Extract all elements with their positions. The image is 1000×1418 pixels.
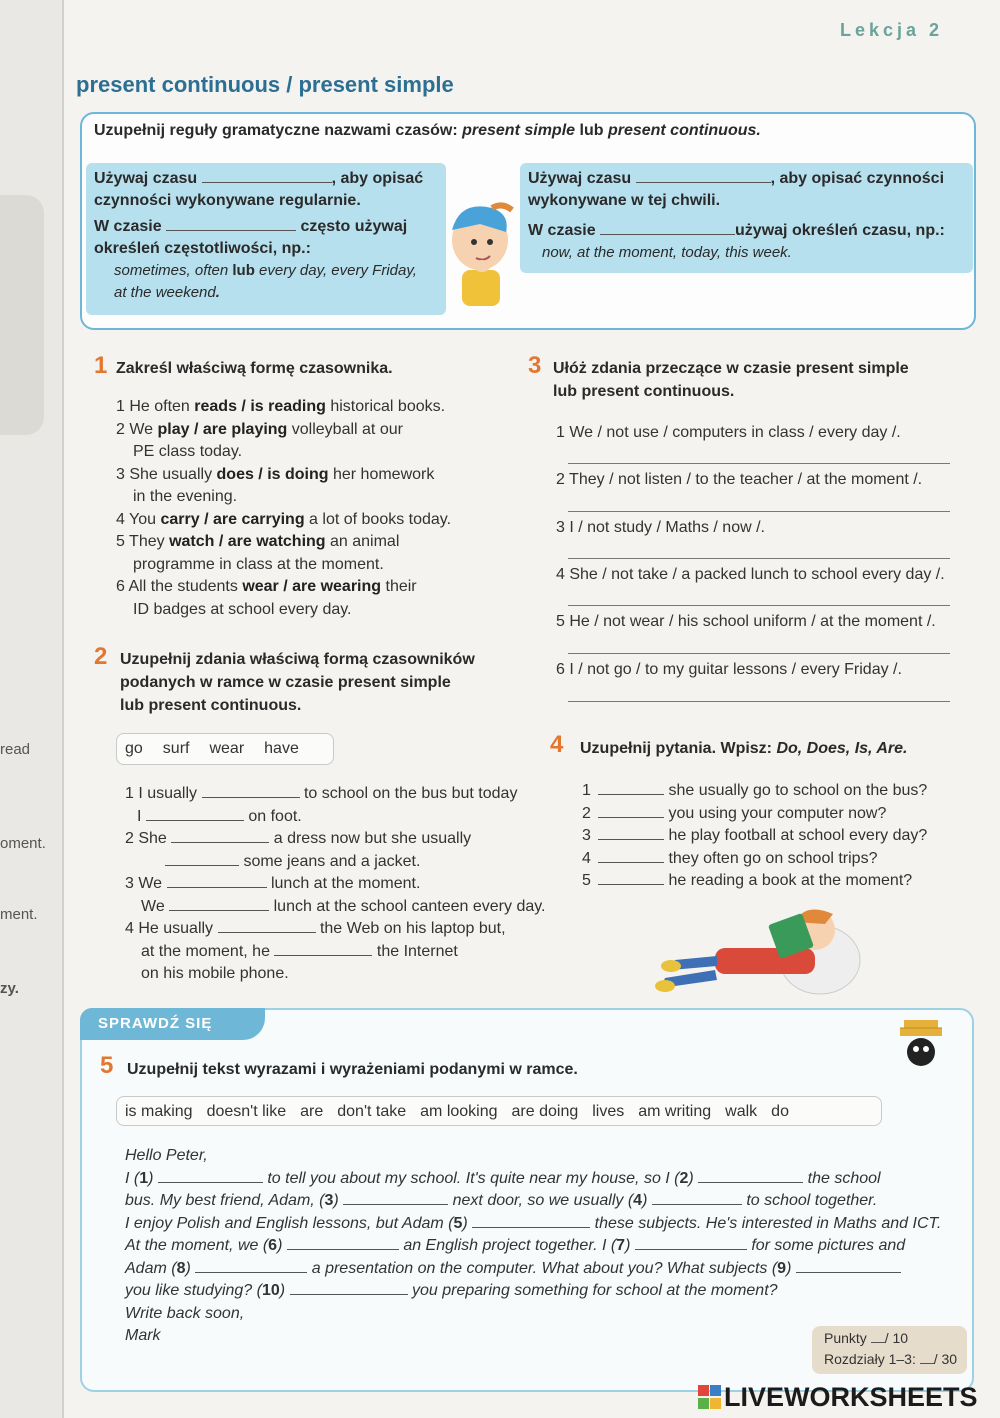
- ex5-word-box: is making doesn't like are don't take am looking are doing lives am writing walk do: [116, 1096, 882, 1126]
- ex2-blank[interactable]: [165, 851, 239, 866]
- ex5-letter: Hello Peter, I (1) to tell you about my school. It's quite near my house, so I (2) the school bus. My best friend, Adam, (3) next door, so we usually (4) to school together. I enjoy Polish and English lessons, but Adam (5) these subjects. He's interested in Maths and ICT. At the moment, we (6) an English project together. I (7) for some pictures and Adam (8) a presentation on the computer. What about you? What subjects (9) you like studying? (10) you preparing something for school at the moment? Write back soon, Mark: [125, 1147, 942, 1344]
- ex5-blank[interactable]: [287, 1235, 399, 1250]
- ex5-blank[interactable]: [635, 1235, 747, 1250]
- brick-wall-mascot-icon: [898, 1018, 944, 1070]
- score-blank[interactable]: [920, 1351, 934, 1364]
- ex3-item: 6 I / not go / to my guitar lessons / every Friday /.: [556, 661, 902, 678]
- side-fragment: ment.: [0, 906, 38, 923]
- ex2-blank[interactable]: [171, 828, 269, 843]
- ex3-item: 2 They / not listen / to the teacher / at the moment /.: [556, 471, 923, 488]
- ex3-answer-line[interactable]: [568, 604, 950, 606]
- ex2-blank[interactable]: [202, 783, 300, 798]
- side-fragment: zy.: [0, 980, 19, 997]
- ex5-blank[interactable]: [472, 1213, 590, 1228]
- ex3-item: 5 He / not wear / his school uniform / at the moment /.: [556, 613, 936, 630]
- ex2-blank[interactable]: [167, 873, 267, 888]
- exercise-number: 2: [94, 643, 108, 670]
- ex2-blank[interactable]: [274, 941, 372, 956]
- ex3-answer-line[interactable]: [568, 510, 950, 512]
- ex1-item[interactable]: 5 They watch / are watching an animal: [116, 533, 400, 550]
- thinking-boy-illustration: [440, 200, 520, 310]
- ex4-blank[interactable]: [598, 870, 664, 885]
- exercise-number: 4: [550, 731, 564, 758]
- ex1-item-cont: PE class today.: [133, 443, 243, 460]
- grammar-intro: Uzupełnij reguły gramatyczne nazwami czasów: present simple lub present continuous.: [94, 122, 761, 139]
- ex2-blank[interactable]: [146, 806, 244, 821]
- ex3-item: 3 I / not study / Maths / now /.: [556, 519, 765, 536]
- ex1-item-cont: programme in class at the moment.: [133, 555, 384, 573]
- exercise-number: 5: [100, 1052, 114, 1079]
- grammar-blank[interactable]: [166, 216, 296, 231]
- grammar-blank[interactable]: [600, 220, 735, 235]
- ex5-blank[interactable]: [652, 1190, 742, 1205]
- score-blank[interactable]: [871, 1330, 885, 1343]
- ex4-blank[interactable]: [598, 780, 664, 795]
- ex1-item[interactable]: 2 We play / are playing volleyball at our: [116, 420, 403, 438]
- check-yourself-label: SPRAWDŹ SIĘ: [98, 1015, 213, 1032]
- exercise-2-heading: Uzupełnij zdania właściwą formą czasowników podanych w ramce w czasie present simple lub present continuous.: [120, 651, 475, 714]
- ex3-answer-line[interactable]: [568, 652, 950, 654]
- side-fragment: read: [0, 741, 31, 758]
- ex5-blank[interactable]: [158, 1168, 263, 1183]
- ex5-blank[interactable]: [343, 1190, 448, 1205]
- exercise-number: 1: [94, 352, 108, 379]
- exercise-5-heading: Uzupełnij tekst wyrazami i wyrażeniami podanymi w ramce.: [127, 1061, 578, 1078]
- exercise-1-list: [116, 396, 516, 621]
- ex1-item[interactable]: 3 She usually does / is doing her homework: [116, 465, 435, 483]
- grammar-right-text: Używaj czasu , aby opisać czynności wykonywane w tej chwili. W czasie używaj określeń czasu, np.: now, at the moment, today, this week.: [528, 170, 945, 261]
- ex4-blank[interactable]: [598, 848, 664, 863]
- ex1-item[interactable]: 6 All the students wear / are wearing their: [116, 578, 417, 595]
- ex4-blank[interactable]: [598, 825, 664, 840]
- exercise-2-lines: 1 I usually to school on the bus but today I on foot. 2 She a dress now but she usually some jeans and a jacket. 3 We lunch at the moment. We lunch at the school canteen every day. 4 He usually the Web on his laptop but, at the moment, he the Internet on his mobile phone.: [125, 785, 546, 982]
- exercise-1-heading: Zakreśl właściwą formę czasownika.: [116, 360, 393, 377]
- ex1-item[interactable]: 4 You carry / are carrying a lot of books today.: [116, 510, 452, 528]
- ex4-blank[interactable]: [598, 803, 664, 818]
- ex5-blank[interactable]: [290, 1280, 408, 1295]
- score-box: Punkty / 10 Rozdziały 1–3: / 30: [812, 1326, 967, 1374]
- exercise-4-lines: 1 she usually go to school on the bus? 2 you using your computer now? 3 he play football at school every day? 4 they often go on school trips? 5 he reading a book at the moment?: [582, 782, 928, 889]
- brand-watermark: LIVEWORKSHEETS: [724, 1382, 978, 1412]
- ex3-answer-line[interactable]: [568, 462, 950, 464]
- previous-page-panel: [0, 195, 44, 435]
- grammar-blank[interactable]: [636, 168, 771, 183]
- exercise-4-heading: Uzupełnij pytania. Wpisz: Do, Does, Is, Are.: [580, 740, 908, 757]
- ex5-blank[interactable]: [796, 1258, 901, 1273]
- ex3-answer-line[interactable]: [568, 557, 950, 559]
- ex5-blank[interactable]: [698, 1168, 803, 1183]
- ex2-word-box: go surf wear have: [116, 733, 334, 765]
- ex3-item: 4 She / not take / a packed lunch to school every day /.: [556, 566, 945, 583]
- grammar-left-text: Używaj czasu , aby opisać czynności wykonywane regularnie. W czasie często używaj określeń częstotliwości, np.: sometimes, often lub every day, every Friday, at the weekend.: [94, 170, 424, 301]
- grammar-blank[interactable]: [202, 168, 332, 183]
- page-title: present continuous / present simple: [76, 72, 454, 97]
- ex2-blank[interactable]: [218, 918, 316, 933]
- reading-boy-illustration: [655, 900, 870, 1000]
- ex3-item: 1 We / not use / computers in class / every day /.: [556, 424, 901, 441]
- side-fragment: oment.: [0, 835, 46, 852]
- ex1-item-cont: in the evening.: [133, 488, 238, 505]
- liveworksheets-logo-icon: [698, 1385, 722, 1411]
- exercise-number: 3: [528, 352, 542, 379]
- ex3-answer-line[interactable]: [568, 700, 950, 702]
- ex1-item-cont: ID badges at school every day.: [133, 600, 352, 618]
- exercise-3-heading: Ułóż zdania przeczące w czasie present simple lub present continuous.: [553, 360, 909, 400]
- lesson-label: Lekcja 2: [840, 20, 944, 40]
- ex1-item[interactable]: 1 He often reads / is reading historical books.: [116, 398, 446, 415]
- ex5-blank[interactable]: [195, 1258, 307, 1273]
- ex2-blank[interactable]: [169, 896, 269, 911]
